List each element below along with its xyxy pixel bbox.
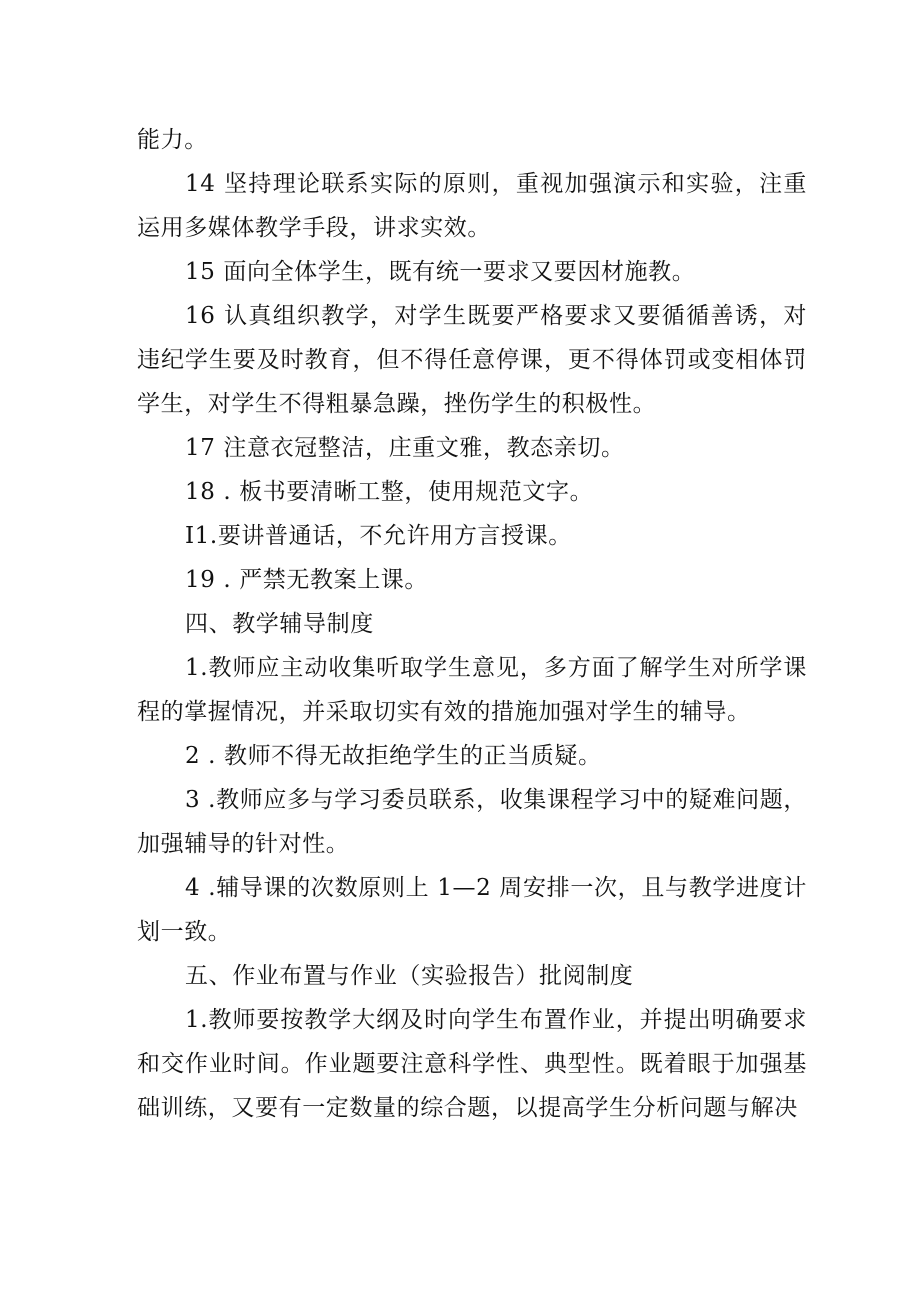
paragraph-item-16: 16 认真组织教学，对学生既要严格要求又要循循善诱，对违纪学生要及时教育，但不得任意停课，更不得体罚或变相体罚学生，对学生不得粗暴急躁，挫伤学生的积极性。: [137, 303, 807, 417]
paragraph-tutoring-4: 4 .辅导课的次数原则上 1—2 周安排一次，且与教学进度计划一致。: [137, 875, 807, 945]
paragraph-continuation: 能力。: [137, 127, 208, 153]
paragraph-tutoring-1: 1.教师应主动收集听取学生意见，多方面了解学生对所学课程的掌握情况，并采取切实有效的措施加强对学生的辅导。: [137, 655, 807, 725]
paragraph-item-15: 15 面向全体学生，既有统一要求又要因材施教。: [185, 259, 696, 285]
paragraph-item-19: 19 . 严禁无教案上课。: [185, 567, 428, 593]
section-heading-homework: 五、作业布置与作业（实验报告）批阅制度: [185, 963, 634, 989]
document-body: [137, 118, 807, 1130]
paragraph-tutoring-3: 3 .教师应多与学习委员联系，收集课程学习中的疑难问题，加强辅导的针对性。: [137, 787, 807, 857]
paragraph-item-18: 18 . 板书要清晰工整，使用规范文字。: [185, 479, 594, 505]
paragraph-homework-1: 1.教师要按教学大纲及时向学生布置作业，并提出明确要求和交作业时间。作业题要注意科学性、典型性。既着眼于加强基础训练，又要有一定数量的综合题，以提高学生分析问题与解决: [137, 1007, 807, 1121]
paragraph-item-i1: I1.要讲普通话，不允许用方言授课。: [185, 523, 572, 549]
paragraph-item-17: 17 注意衣冠整洁，庄重文雅，教态亲切。: [185, 435, 625, 461]
section-heading-tutoring: 四、教学辅导制度: [185, 611, 374, 637]
paragraph-tutoring-2: 2 . 教师不得无故拒绝学生的正当质疑。: [185, 743, 602, 769]
paragraph-item-14: 14 坚持理论联系实际的原则，重视加强演示和实验，注重运用多媒体教学手段，讲求实效。: [137, 171, 807, 241]
